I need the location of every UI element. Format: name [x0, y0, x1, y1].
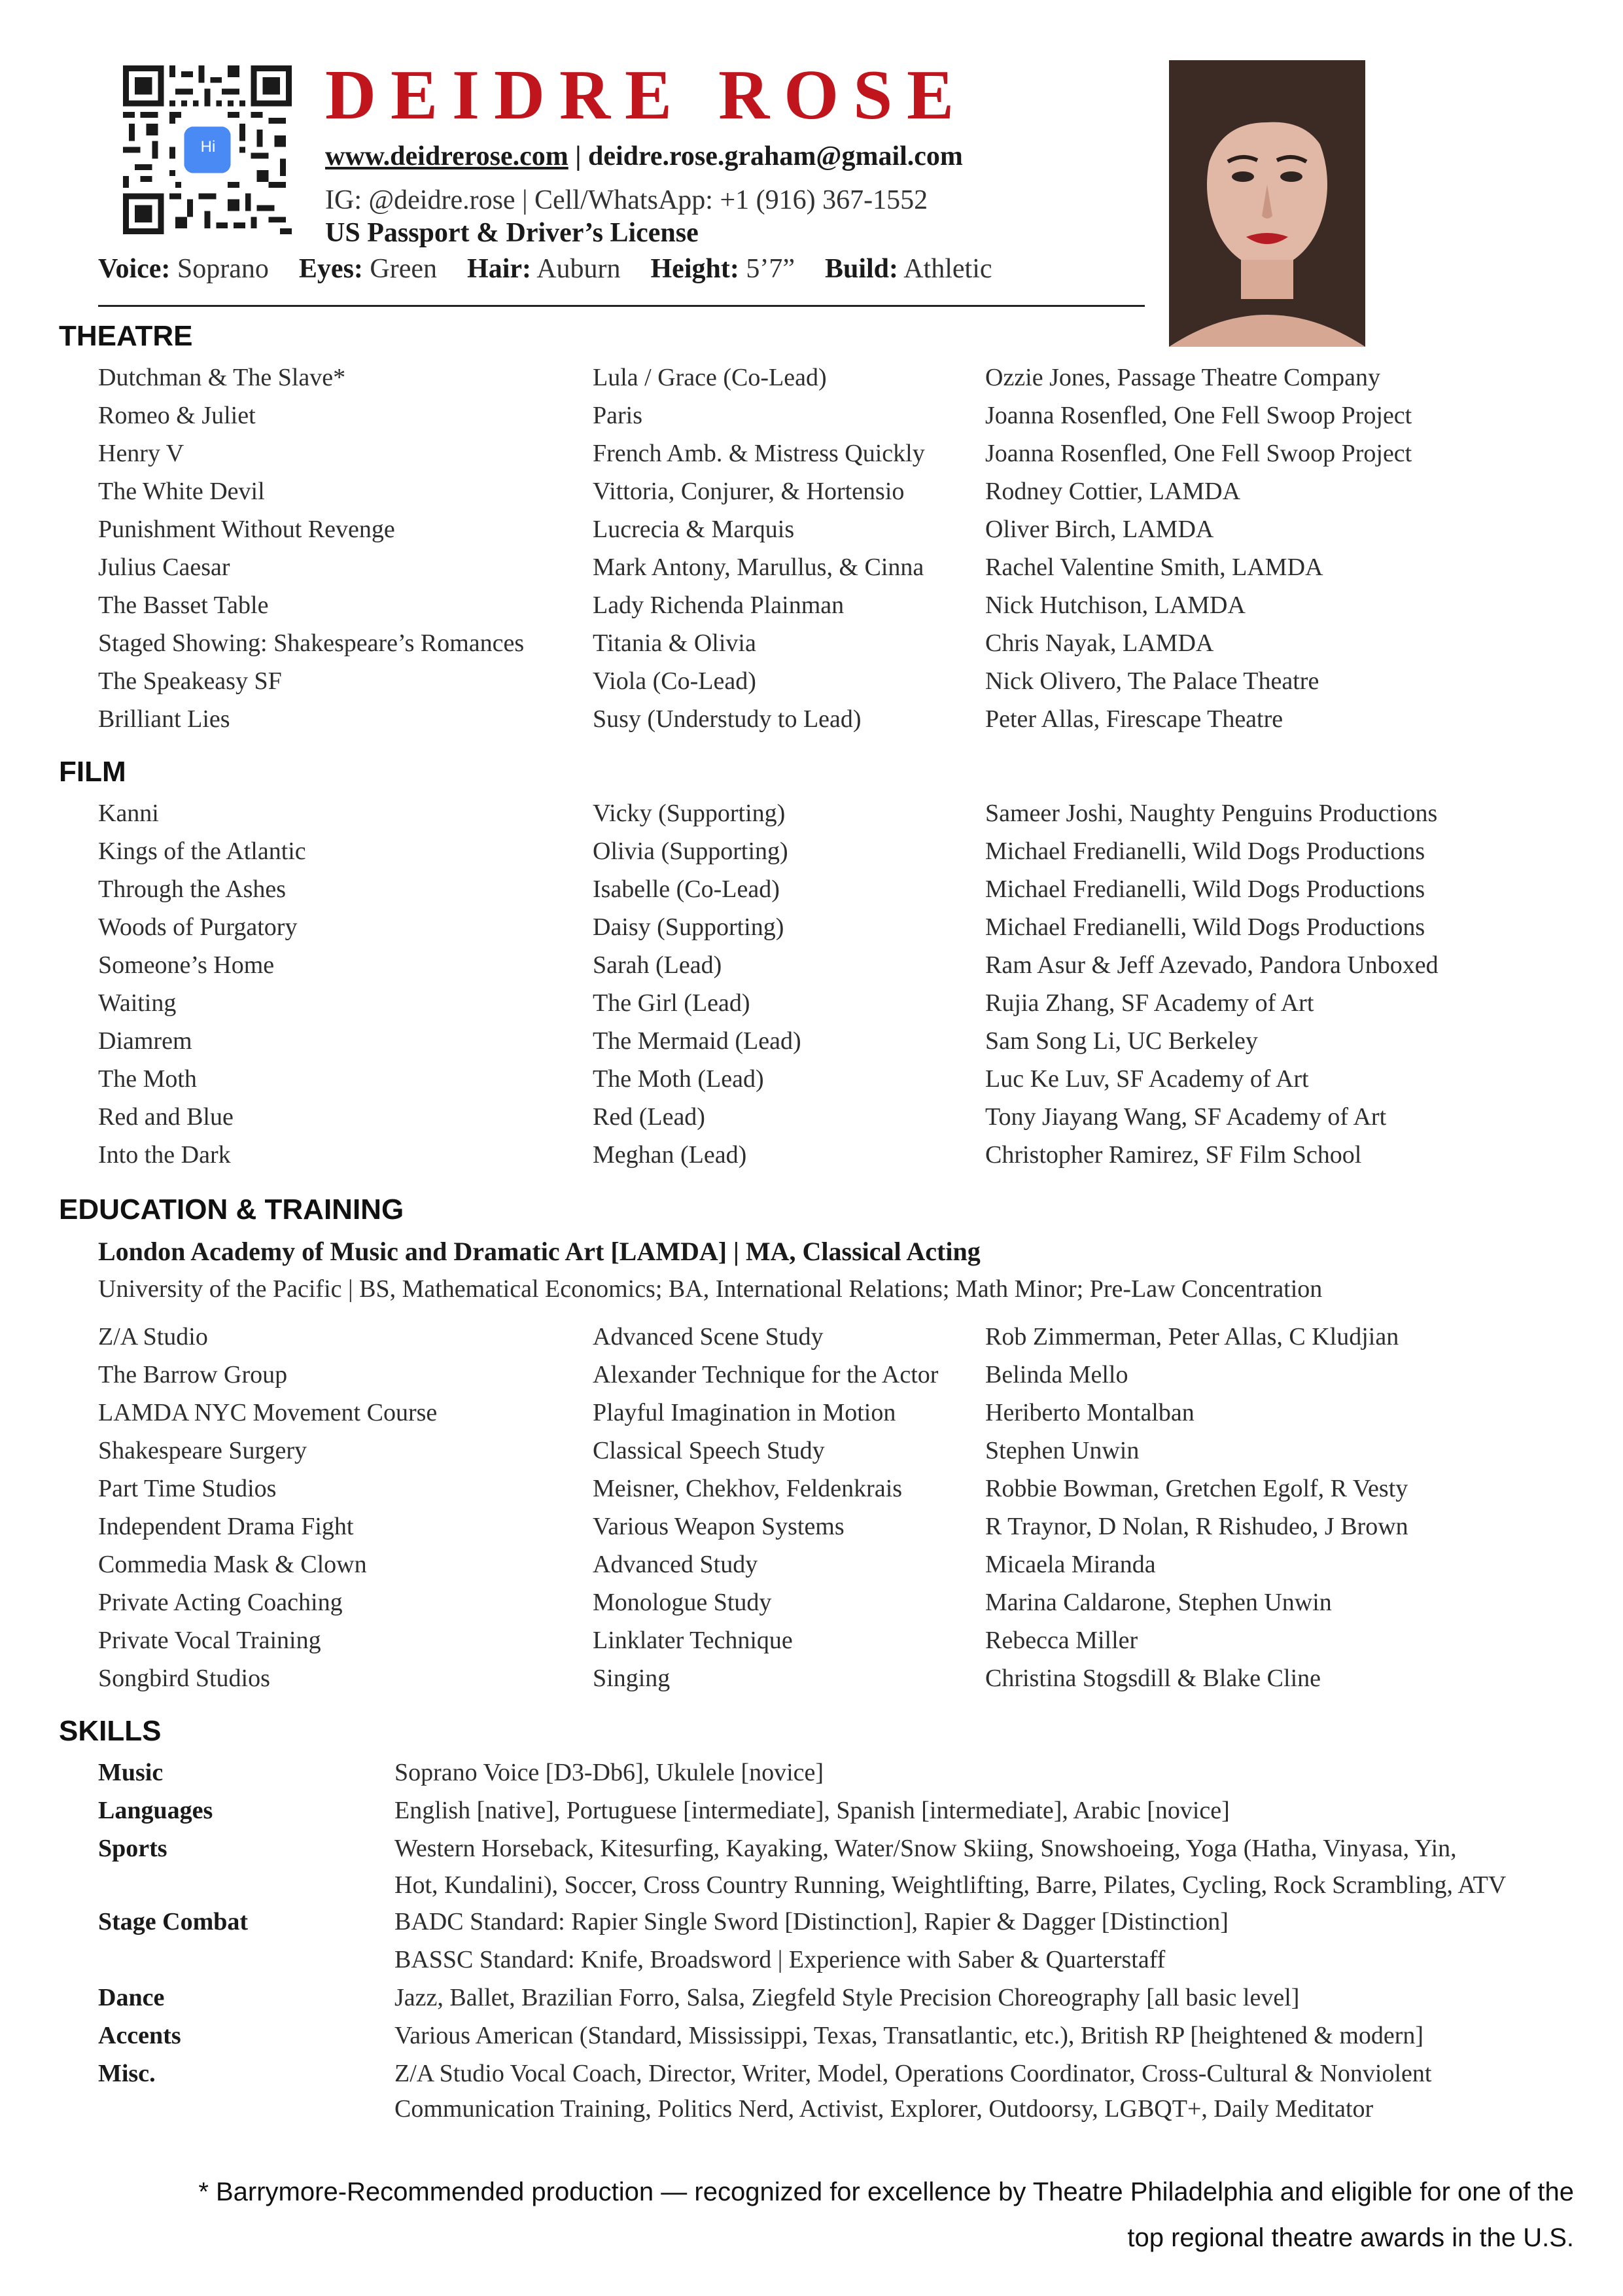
theatre-heading: THEATRE — [59, 320, 193, 352]
contact-line — [325, 143, 963, 170]
role: Mark Antony, Marullus, & Cinna — [593, 554, 924, 581]
candidate-name: DEIDRE ROSE — [325, 56, 969, 134]
skill-label-music: Music — [98, 1759, 164, 1786]
footnote-line-2: top regional theatre awards in the U.S. — [1127, 2223, 1574, 2252]
stat-label: Hair: — [467, 254, 531, 284]
stat-value: Athletic — [903, 254, 992, 284]
film-title: Woods of Purgatory — [98, 913, 298, 941]
production-title: Dutchman & The Slave* — [98, 364, 346, 391]
skill-label-accents: Accents — [98, 2022, 181, 2049]
instructors: Heriberto Montalban — [985, 1399, 1195, 1426]
degree-primary: London Academy of Music and Dramatic Art [LAMDA] | MA, Classical Acting — [98, 1237, 981, 1266]
role: Sarah (Lead) — [593, 951, 722, 979]
director-company: Nick Hutchison, LAMDA — [985, 592, 1246, 619]
director-company: Rujia Zhang, SF Academy of Art — [985, 989, 1314, 1017]
skill-text-languages: English [native], Portuguese [intermediate], Spanish [intermediate], Arabic [novice] — [394, 1797, 1230, 1824]
footnote-line-1: * Barrymore-Recommended production — recognized for excellence by Theatre Philadelphia and eligible for one of the — [198, 2178, 1574, 2206]
skill-label-languages: Languages — [98, 1797, 213, 1824]
skill-text-misc-cont: Communication Training, Politics Nerd, Activist, Explorer, Outdoorsy, LGBQT+, Daily Meditator — [394, 2095, 1374, 2123]
director-company: Sameer Joshi, Naughty Penguins Productions — [985, 800, 1438, 827]
skill-label-stage-combat: Stage Combat — [98, 1908, 249, 1935]
role: Isabelle (Co-Lead) — [593, 875, 780, 903]
instructors: Robbie Bowman, Gretchen Egolf, R Vesty — [985, 1475, 1408, 1502]
director-company: Chris Nayak, LAMDA — [985, 629, 1214, 657]
role: Paris — [593, 402, 642, 429]
director-company: Joanna Rosenfled, One Fell Swoop Project — [985, 402, 1412, 429]
production-title: Romeo & Juliet — [98, 402, 256, 429]
studio: Private Acting Coaching — [98, 1589, 343, 1616]
production-title: The Basset Table — [98, 592, 269, 619]
production-title: The White Devil — [98, 478, 265, 505]
documents-line: US Passport & Driver’s License — [325, 218, 699, 248]
studio: The Barrow Group — [98, 1361, 288, 1388]
production-title: The Speakeasy SF — [98, 667, 282, 695]
stat-label: Height: — [650, 254, 739, 284]
stat-eyes — [299, 254, 437, 284]
director-company: Ram Asur & Jeff Azevado, Pandora Unboxed — [985, 951, 1439, 979]
studio: Part Time Studios — [98, 1475, 277, 1502]
skill-text-dance: Jazz, Ballet, Brazilian Forro, Salsa, Ziegfeld Style Precision Choreography [all basic level] — [394, 1984, 1300, 2011]
director-company: Rachel Valentine Smith, LAMDA — [985, 554, 1323, 581]
studio: Independent Drama Fight — [98, 1513, 354, 1540]
studio: Z/A Studio — [98, 1323, 208, 1351]
course: Various Weapon Systems — [593, 1513, 845, 1540]
instructors: R Traynor, D Nolan, R Rishudeo, J Brown — [985, 1513, 1408, 1540]
course: Meisner, Chekhov, Feldenkrais — [593, 1475, 903, 1502]
film-title: Kanni — [98, 800, 159, 827]
stat-hair — [467, 254, 620, 284]
director-company: Ozzie Jones, Passage Theatre Company — [985, 364, 1380, 391]
director-company: Joanna Rosenfled, One Fell Swoop Project — [985, 440, 1412, 467]
stat-label: Voice: — [98, 254, 171, 284]
film-title: Waiting — [98, 989, 177, 1017]
qr-badge-label: Hi — [200, 138, 216, 156]
director-company: Nick Olivero, The Palace Theatre — [985, 667, 1319, 695]
film-title: Someone’s Home — [98, 951, 275, 979]
skill-label-sports: Sports — [98, 1835, 167, 1862]
role: Lucrecia & Marquis — [593, 516, 795, 543]
stat-build — [825, 254, 992, 284]
skill-text-accents: Various American (Standard, Mississippi, Texas, Transatlantic, etc.), British RP [heightened & modern] — [394, 2022, 1424, 2049]
role: Meghan (Lead) — [593, 1141, 747, 1169]
role: The Mermaid (Lead) — [593, 1027, 801, 1055]
director-company: Peter Allas, Firescape Theatre — [985, 705, 1283, 733]
film-title: Red and Blue — [98, 1103, 234, 1131]
instructors: Rebecca Miller — [985, 1627, 1138, 1654]
skill-text-misc: Z/A Studio Vocal Coach, Director, Writer, Model, Operations Coordinator, Cross-Cultural & Nonviolent — [394, 2060, 1432, 2087]
skill-label-dance: Dance — [98, 1984, 165, 2011]
role: Olivia (Supporting) — [593, 838, 788, 865]
stat-voice — [98, 254, 269, 284]
instructors: Rob Zimmerman, Peter Allas, C Kludjian — [985, 1323, 1399, 1351]
film-title: Through the Ashes — [98, 875, 287, 903]
director-company: Michael Fredianelli, Wild Dogs Productions — [985, 913, 1425, 941]
course: Advanced Scene Study — [593, 1323, 824, 1351]
education-heading: EDUCATION & TRAINING — [59, 1193, 404, 1226]
instructors: Christina Stogsdill & Blake Cline — [985, 1665, 1321, 1692]
skill-text-music: Soprano Voice [D3-Db6], Ukulele [novice] — [394, 1759, 824, 1786]
headshot-photo — [1169, 60, 1365, 347]
stat-label: Build: — [824, 254, 899, 284]
role: The Girl (Lead) — [593, 989, 750, 1017]
course: Classical Speech Study — [593, 1437, 825, 1464]
instructors: Belinda Mello — [985, 1361, 1128, 1388]
role: The Moth (Lead) — [593, 1065, 764, 1093]
director-company: Luc Ke Luv, SF Academy of Art — [985, 1065, 1309, 1093]
director-company: Sam Song Li, UC Berkeley — [985, 1027, 1258, 1055]
stat-value: Green — [370, 254, 438, 284]
website-link[interactable]: www.deidrerose.com — [325, 141, 568, 171]
film-title: Into the Dark — [98, 1141, 231, 1169]
course: Linklater Technique — [593, 1627, 793, 1654]
social-phone-line: IG: @deidre.rose | Cell/WhatsApp: +1 (916) 367-1552 — [325, 185, 928, 215]
director-company: Oliver Birch, LAMDA — [985, 516, 1214, 543]
instructors: Stephen Unwin — [985, 1437, 1140, 1464]
course: Advanced Study — [593, 1551, 758, 1578]
course: Alexander Technique for the Actor — [593, 1361, 939, 1388]
studio: Commedia Mask & Clown — [98, 1551, 367, 1578]
director-company: Michael Fredianelli, Wild Dogs Productions — [985, 875, 1425, 903]
studio: Songbird Studios — [98, 1665, 270, 1692]
stat-value: 5’7” — [746, 254, 795, 284]
stat-label: Eyes: — [298, 254, 363, 284]
stat-height — [651, 254, 795, 284]
director-company: Christopher Ramirez, SF Film School — [985, 1141, 1362, 1169]
film-title: The Moth — [98, 1065, 197, 1093]
contact-separator: | — [568, 141, 588, 171]
skill-text-stage-combat: BADC Standard: Rapier Single Sword [Distinction], Rapier & Dagger [Distinction] — [394, 1908, 1229, 1935]
film-heading: FILM — [59, 756, 126, 788]
role: Susy (Understudy to Lead) — [593, 705, 862, 733]
stat-value: Auburn — [536, 254, 621, 284]
qr-code[interactable] — [123, 65, 292, 234]
production-title: Punishment Without Revenge — [98, 516, 395, 543]
skills-heading: SKILLS — [59, 1715, 162, 1747]
production-title: Henry V — [98, 440, 184, 467]
director-company: Tony Jiayang Wang, SF Academy of Art — [985, 1103, 1387, 1131]
role: Daisy (Supporting) — [593, 913, 784, 941]
role: Lady Richenda Plainman — [593, 592, 845, 619]
skill-text-stage-combat-cont: BASSC Standard: Knife, Broadsword | Experience with Saber & Quarterstaff — [394, 1946, 1166, 1973]
skill-label-misc: Misc. — [98, 2060, 156, 2087]
instructors: Micaela Miranda — [985, 1551, 1156, 1578]
course: Monologue Study — [593, 1589, 772, 1616]
email-link[interactable]: deidre.rose.graham@gmail.com — [587, 141, 963, 171]
director-company: Michael Fredianelli, Wild Dogs Productions — [985, 838, 1425, 865]
skill-text-sports-cont: Hot, Kundalini), Soccer, Cross Country Running, Weightlifting, Barre, Pilates, Cycling, Rock Scrambling, ATV — [394, 1871, 1507, 1899]
role: French Amb. & Mistress Quickly — [593, 440, 925, 467]
director-company: Rodney Cottier, LAMDA — [985, 478, 1241, 505]
studio: LAMDA NYC Movement Course — [98, 1399, 438, 1426]
film-title: Kings of the Atlantic — [98, 838, 306, 865]
studio: Shakespeare Surgery — [98, 1437, 307, 1464]
production-title: Julius Caesar — [98, 554, 230, 581]
role: Red (Lead) — [593, 1103, 705, 1131]
headshot-image — [1169, 60, 1365, 347]
production-title: Brilliant Lies — [98, 705, 230, 733]
role: Viola (Co-Lead) — [593, 667, 756, 695]
course: Singing — [593, 1665, 671, 1692]
header-divider — [98, 305, 1145, 307]
role: Vicky (Supporting) — [593, 800, 786, 827]
production-title: Staged Showing: Shakespeare’s Romances — [98, 629, 525, 657]
role: Vittoria, Conjurer, & Hortensio — [593, 478, 905, 505]
stat-value: Soprano — [177, 254, 269, 284]
instructors: Marina Caldarone, Stephen Unwin — [985, 1589, 1332, 1616]
degree-secondary: University of the Pacific | BS, Mathematical Economics; BA, International Relations; Math Minor; Pre-Law Concentration — [98, 1275, 1323, 1303]
skill-text-sports: Western Horseback, Kitesurfing, Kayaking, Water/Snow Skiing, Snowshoeing, Yoga (Hatha, Vinyasa, Yin, — [394, 1835, 1457, 1862]
film-title: Diamrem — [98, 1027, 192, 1055]
role: Titania & Olivia — [593, 629, 756, 657]
studio: Private Vocal Training — [98, 1627, 321, 1654]
role: Lula / Grace (Co-Lead) — [593, 364, 827, 391]
physical-stats — [98, 255, 1022, 283]
course: Playful Imagination in Motion — [593, 1399, 896, 1426]
